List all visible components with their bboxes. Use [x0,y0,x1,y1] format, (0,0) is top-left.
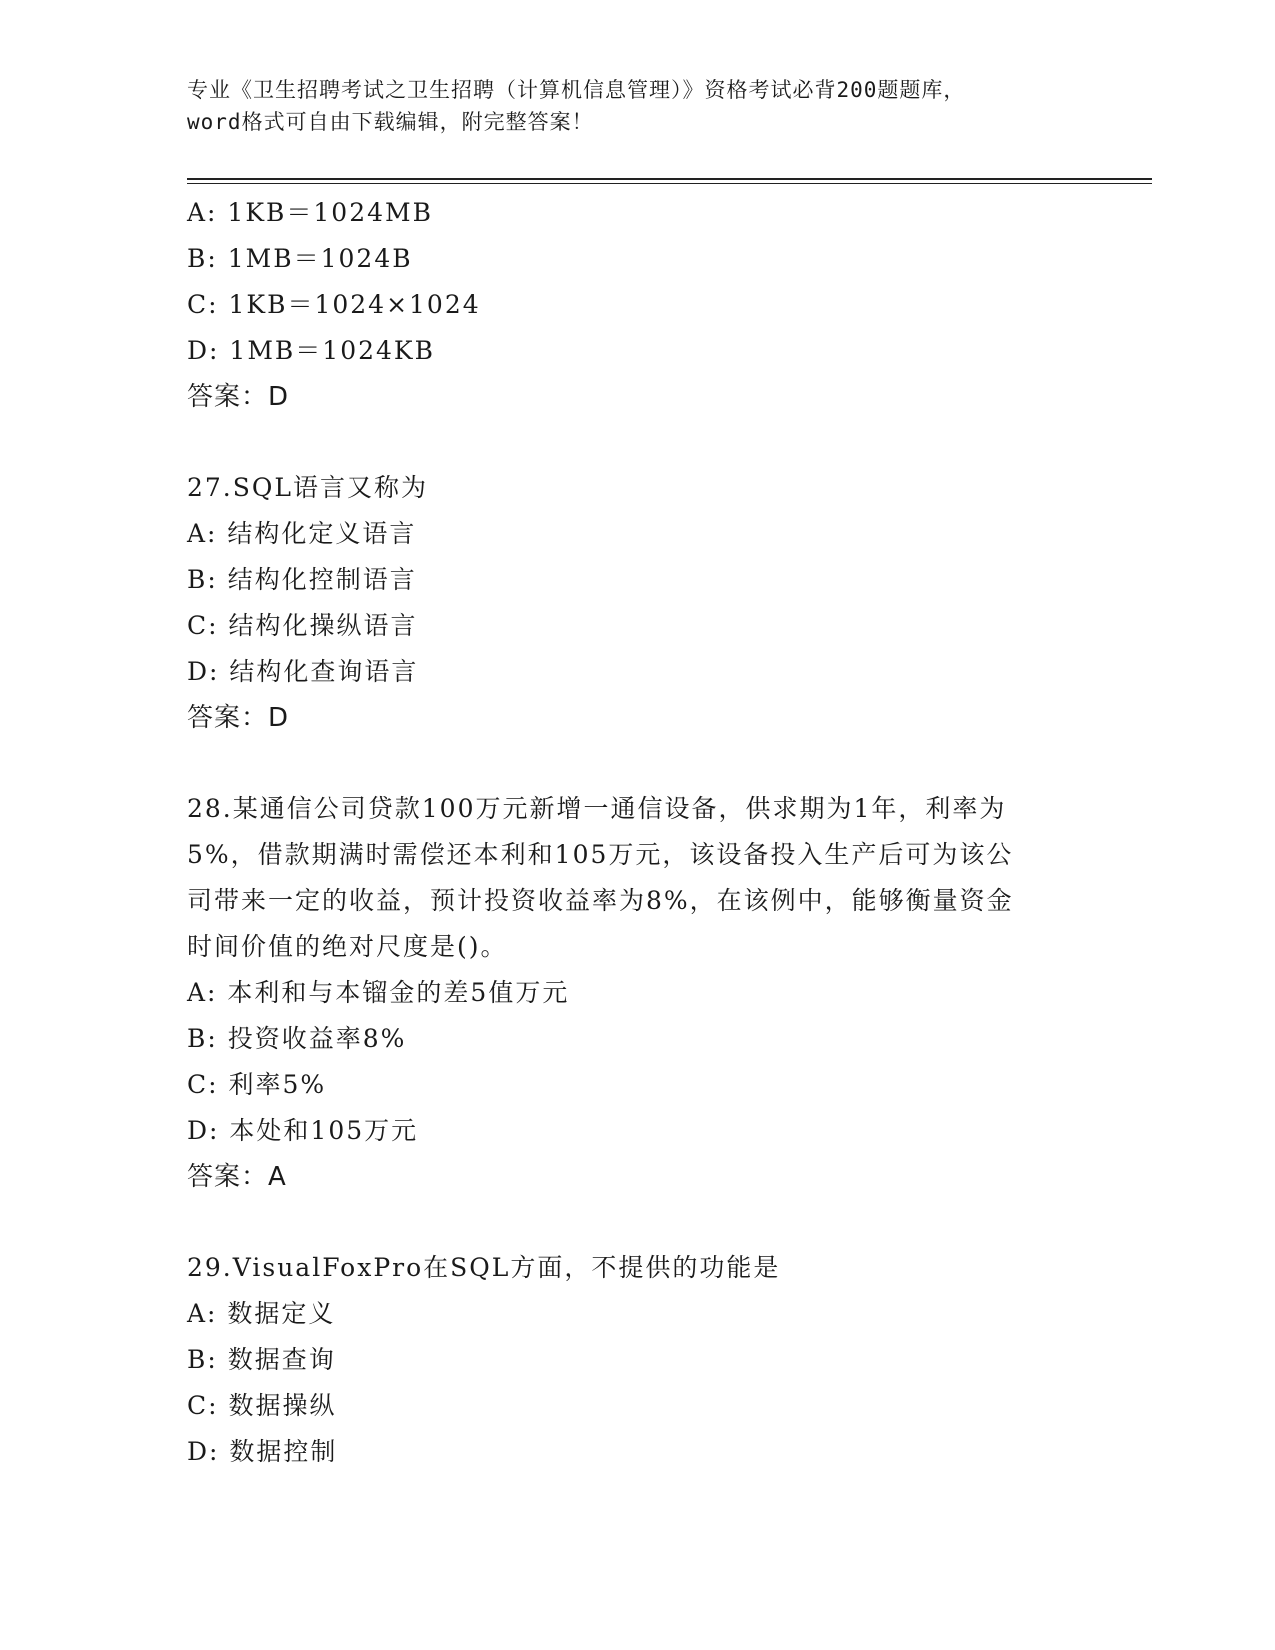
question-stem: 29.VisualFoxPro在SQL方面，不提供的功能是 [187,1253,781,1282]
header-title-line-1: 专业《卫生招聘考试之卫生招聘（计算机信息管理）》资格考试必背200题题库， [187,78,966,102]
spacer [187,741,1087,786]
option-d: D: 本处和105万元 [187,1116,419,1145]
header-title-line-2: word格式可自由下载编辑，附完整答案！ [187,110,594,134]
option-c: C: 结构化操纵语言 [187,611,418,640]
spacer [187,420,1087,465]
option-b: B: 结构化控制语言 [187,565,417,594]
question-stem-line-1: 28.某通信公司贷款100万元新增一通信设备，供求期为1年，利率为 [187,794,1007,823]
spacer [187,1200,1087,1245]
option-d: D: 数据控制 [187,1437,338,1466]
question-29 [187,1245,1087,1475]
option-d: D: 1MB＝1024KB [187,336,435,365]
header-divider-thick [187,178,1152,180]
question-stem-line-3: 司带来一定的收益，预计投资收益率为8%，在该例中，能够衡量资金 [187,886,1014,915]
question-stem-line-2: 5%，借款期满时需偿还本利和105万元，该设备投入生产后可为该公 [187,840,1014,869]
header-divider-thin [187,183,1152,184]
question-stem: 27.SQL语言又称为 [187,473,428,502]
answer-line: 答案：D [187,703,290,733]
question-27 [187,465,1087,741]
option-d: D: 结构化查询语言 [187,657,419,686]
question-list [187,190,1087,1475]
option-b: B: 投资收益率8% [187,1024,407,1053]
question-28 [187,786,1087,1200]
option-a: A: 1KB＝1024MB [187,198,433,227]
answer-line: 答案：A [187,1162,287,1192]
option-a: A: 数据定义 [187,1299,336,1328]
document-header [187,74,1067,138]
option-c: C: 利率5% [187,1070,327,1099]
option-c: C: 数据操纵 [187,1391,337,1420]
option-a: A: 本利和与本镏金的差5值万元 [187,978,570,1007]
option-c: C: 1KB＝1024×1024 [187,290,481,319]
question-26 [187,190,1087,420]
answer-line: 答案：D [187,382,290,412]
option-b: B: 1MB＝1024B [187,244,413,273]
question-stem-line-4: 时间价值的绝对尺度是()。 [187,932,508,961]
option-b: B: 数据查询 [187,1345,336,1374]
option-a: A: 结构化定义语言 [187,519,417,548]
